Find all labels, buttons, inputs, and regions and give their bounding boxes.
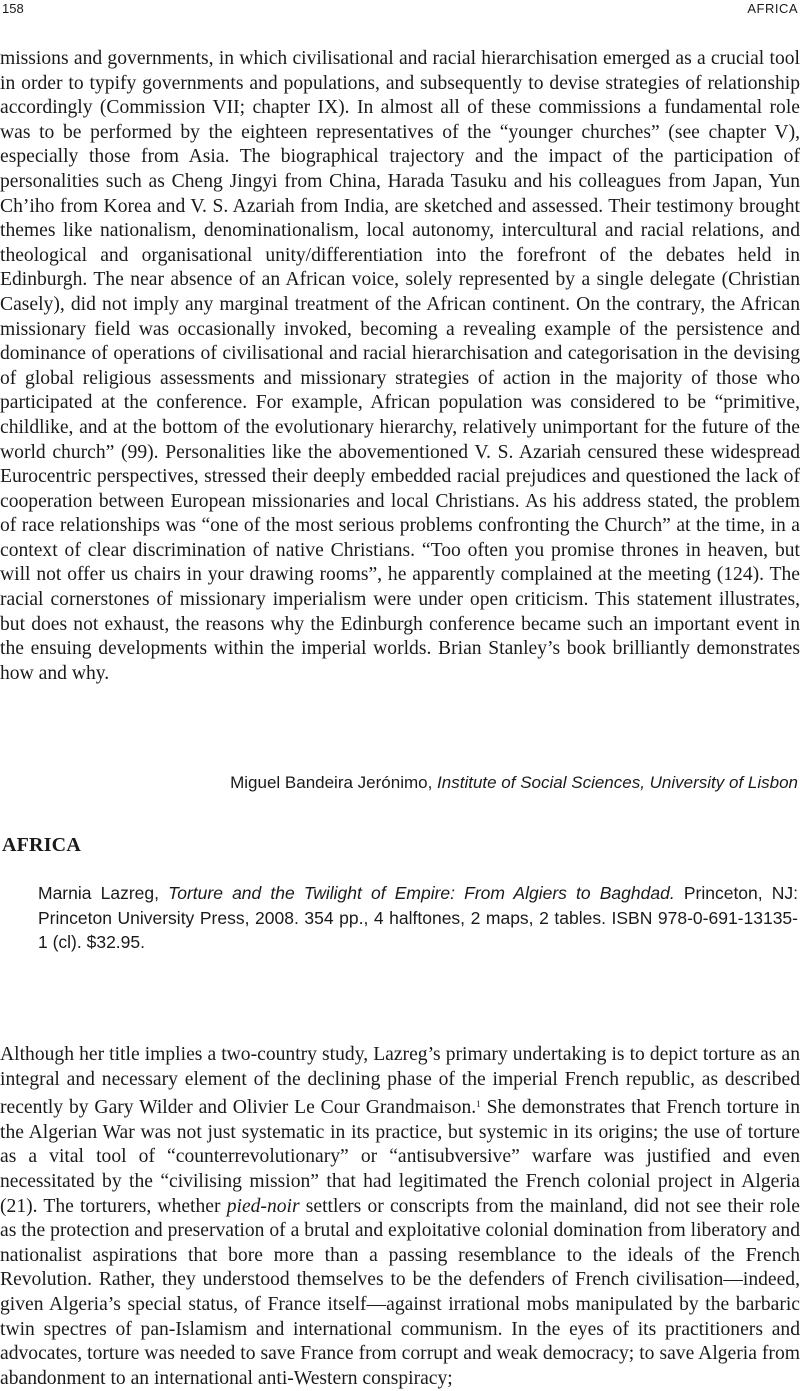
review-2-text-part2: She demonstrates that French torture in the Algerian War was not just systematic in its practice, but systemic in its origins; the use of torture as a vital tool of “counterrevolutionary” or “antisubversive” warfare was justified and even necessitated by the “civilising mission” that had legitimated the French colonial project in Algeria (21). The torturers, whether: [0, 1097, 800, 1217]
reviewer-name: Miguel Bandeira Jerónimo,: [230, 773, 433, 792]
review-2-text-part3: settlers or conscripts from the mainland, did not see their role as the protection and preservation of a brutal and exploitative colonial domination from liberatory and nationalist aspirations that bore more than a passing resemblance to the ideals of the French Revolution. Rather, they understood themselves to be the defenders of French civilisation—indeed, given Algeria’s special status, of France itself—against irrational mobs manipulated by the barbaric twin spectres of pan-Islamism and international communism. In the eyes of its practitioners and advocates, torture was needed to save France from corrupt and weak democracy; to save Algeria from abandonment to an international anti-Western conspiracy;: [0, 1195, 800, 1389]
review-2-text-part1: Although her title implies a two-country study, Lazreg’s primary undertaking is to depict torture as an integral and necessary element of the declining phase of the imperial French republic, as described recently by Gary Wilder and Olivier Le Cour Grandmaison.: [0, 1044, 800, 1119]
running-title: AFRICA: [747, 1, 798, 16]
book-author: Marnia Lazreg,: [38, 883, 159, 903]
reviewer-signature: [230, 773, 798, 793]
reviewer-affiliation: Institute of Social Sciences, University of Lisbon: [437, 773, 798, 792]
review-2-italic-term: pied-noir: [226, 1195, 300, 1217]
review-1-body: [0, 47, 800, 686]
footnote-marker[interactable]: 1: [476, 1099, 481, 1110]
page-header: [0, 0, 800, 18]
book-citation: [38, 881, 798, 955]
page-number: 158: [2, 1, 24, 16]
review-1-paragraph: missions and governments, in which civilisational and racial hierarchisation emerged as a crucial tool in order to typify governments and populations, and subsequently to devise strategies of relationship accordingly (Commission VII; chapter IX). In almost all of these commissions a fundamental role was to be performed by the eighteen representatives of the “younger churches” (see chapter V), especially those from Asia. The biographical trajectory and the impact of the participation of personalities such as Cheng Jingyi from China, Harada Tasuku and his colleagues from Japan, Yun Ch’iho from Korea and V. S. Azariah from India, are sketched and assessed. Their testimony brought themes like nationalism, denominationalism, local autonomy, intercultural and racial relations, and theological and organisational unity/differentiation into the forefront of the debates held in Edinburgh. The near absence of an African voice, solely represented by a single delegate (Christian Casely), did not imply any marginal treatment of the African continent. On the contrary, the African missionary field was occasionally invoked, becoming a revealing example of the persistence and dominance of operations of civilisational and racial hierarchisation and categorisation in the devising of global religious assessments and missionary strategies of action in the majority of those who participated at the conference. For example, African population was considered to be “primitive, childlike, and at the bottom of the evolutionary hierarchy, relatively unimportant for the future of the world church” (99). Personalities like the abovementioned V. S. Azariah censured these widespread Eurocentric perspectives, stressed their deeply embedded racial prejudices and questioned the lack of cooperation between European missionaries and local Christians. As his address stated, the problem of race relationships was “one of the most serious problems confronting the Church” at the time, in a context of clear discrimination of native Christians. “Too often you promise thrones in heaven, but will not offer us chairs in your drawing rooms”, he apparently complained at the meeting (124). The racial cornerstones of missionary imperialism were under open criticism. This statement illustrates, but does not exhaust, the reasons why the Edinburgh conference became such an important event in the ensuing developments within the imperial worlds. Brian Stanley’s book brilliantly demonstrates how and why.: [0, 48, 800, 684]
section-heading: AFRICA: [2, 834, 81, 856]
book-title: Torture and the Twilight of Empire: From Algiers to Baghdad.: [168, 883, 675, 903]
book-publication: Princeton, NJ: Princeton University Press, 2008. 354 pp., 4 halftones, 2 maps, 2 tables. ISBN 978-0-691-13135-1 (cl). $32.95.: [38, 883, 799, 952]
review-2-body: [0, 1043, 800, 1391]
review-2-paragraph: [0, 1043, 800, 1391]
